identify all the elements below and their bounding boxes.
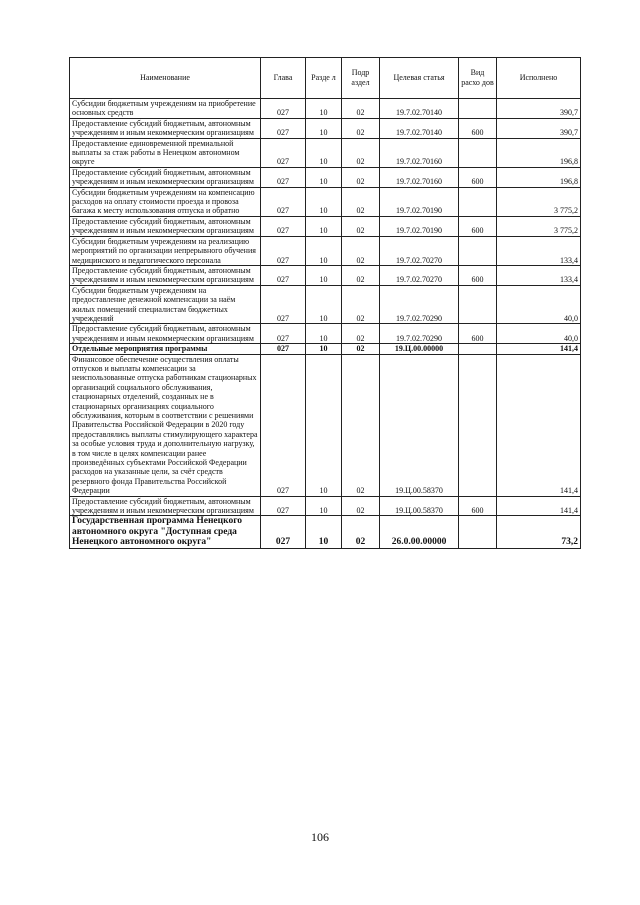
cell-exp-type: 600 xyxy=(459,216,497,236)
header-name: Наименование xyxy=(70,58,261,99)
cell-target: 19.7.02.70140 xyxy=(380,99,459,119)
table-body xyxy=(70,99,581,549)
cell-executed: 390,7 xyxy=(497,118,581,138)
cell-name: Предоставление субсидий бюджетным, автономным учреждениям и иным некоммерческим организациям xyxy=(70,496,261,516)
cell-exp-type xyxy=(459,344,497,354)
cell-chapter: 027 xyxy=(261,344,306,354)
cell-section: 10 xyxy=(306,496,342,516)
cell-executed: 141,4 xyxy=(497,496,581,516)
header-section: Разде л xyxy=(306,58,342,99)
cell-name: Предоставление субсидий бюджетным, автономным учреждениям и иным некоммерческим организациям xyxy=(70,118,261,138)
cell-subsection: 02 xyxy=(342,496,380,516)
cell-subsection: 02 xyxy=(342,324,380,344)
table-row xyxy=(70,285,581,324)
cell-target: 19.Ц.00.00000 xyxy=(380,344,459,354)
cell-target: 26.0.00.00000 xyxy=(380,516,459,549)
cell-exp-type xyxy=(459,187,497,216)
header-executed: Исполнено xyxy=(497,58,581,99)
table-row xyxy=(70,236,581,265)
table-row xyxy=(70,216,581,236)
cell-section: 10 xyxy=(306,265,342,285)
cell-exp-type: 600 xyxy=(459,324,497,344)
cell-executed: 73,2 xyxy=(497,516,581,549)
table-row xyxy=(70,118,581,138)
table-row xyxy=(70,496,581,516)
cell-target: 19.7.02.70160 xyxy=(380,138,459,167)
table-row xyxy=(70,187,581,216)
cell-target: 19.7.02.70290 xyxy=(380,324,459,344)
header-target: Целевая статья xyxy=(380,58,459,99)
cell-name: Предоставление субсидий бюджетным, автономным учреждениям и иным некоммерческим организациям xyxy=(70,324,261,344)
cell-name: Предоставление субсидий бюджетным, автономным учреждениям и иным некоммерческим организациям xyxy=(70,167,261,187)
cell-target: 19.7.02.70140 xyxy=(380,118,459,138)
cell-chapter: 027 xyxy=(261,216,306,236)
cell-name: Субсидии бюджетным учреждениям на реализацию мероприятий по организации непрерывного обучения медицинского и педагогического персонала xyxy=(70,236,261,265)
header-chapter: Глава xyxy=(261,58,306,99)
cell-chapter: 027 xyxy=(261,516,306,549)
cell-target: 19.7.02.70160 xyxy=(380,167,459,187)
cell-exp-type xyxy=(459,138,497,167)
cell-name: Субсидии бюджетным учреждениям на предоставление денежной компенсации за наём жилых помещений специалистам бюджетных учреждений xyxy=(70,285,261,324)
cell-section: 10 xyxy=(306,285,342,324)
cell-section: 10 xyxy=(306,167,342,187)
cell-executed: 141,4 xyxy=(497,354,581,496)
cell-chapter: 027 xyxy=(261,236,306,265)
table-row xyxy=(70,344,581,354)
cell-subsection: 02 xyxy=(342,187,380,216)
cell-exp-type xyxy=(459,236,497,265)
cell-chapter: 027 xyxy=(261,354,306,496)
table-row xyxy=(70,265,581,285)
cell-target: 19.7.02.70190 xyxy=(380,187,459,216)
table-row xyxy=(70,167,581,187)
cell-subsection: 02 xyxy=(342,167,380,187)
cell-exp-type: 600 xyxy=(459,496,497,516)
cell-subsection: 02 xyxy=(342,216,380,236)
cell-executed: 141,4 xyxy=(497,344,581,354)
cell-executed: 390,7 xyxy=(497,99,581,119)
cell-section: 10 xyxy=(306,118,342,138)
cell-name: Субсидии бюджетным учреждениям на приобретение основных средств xyxy=(70,99,261,119)
cell-chapter: 027 xyxy=(261,265,306,285)
cell-target: 19.7.02.70270 xyxy=(380,236,459,265)
cell-subsection: 02 xyxy=(342,118,380,138)
header-subsection: Подр аздел xyxy=(342,58,380,99)
table-row xyxy=(70,138,581,167)
cell-chapter: 027 xyxy=(261,324,306,344)
cell-exp-type: 600 xyxy=(459,265,497,285)
cell-target: 19.Ц.00.58370 xyxy=(380,496,459,516)
cell-exp-type: 600 xyxy=(459,167,497,187)
cell-executed: 40,0 xyxy=(497,285,581,324)
cell-exp-type xyxy=(459,99,497,119)
cell-chapter: 027 xyxy=(261,138,306,167)
cell-name: Предоставление единовременной премиальной выплаты за стаж работы в Ненецком автономном округе xyxy=(70,138,261,167)
cell-chapter: 027 xyxy=(261,496,306,516)
cell-exp-type xyxy=(459,354,497,496)
cell-section: 10 xyxy=(306,516,342,549)
budget-table xyxy=(69,57,581,549)
cell-chapter: 027 xyxy=(261,118,306,138)
cell-executed: 133,4 xyxy=(497,265,581,285)
cell-target: 19.7.02.70290 xyxy=(380,285,459,324)
cell-name: Финансовое обеспечение осуществления оплаты отпусков и выплаты компенсации за неиспользованные отпуска работникам стационарных организаций социального обслуживания, стационарных отделений, созданных не в стационарных организациях социального обслуживания, которым в соответствии с решениями Правительства Российской Федерации в 2020 году предоставлялись выплаты стимулирующего характера за особые условия труда и дополнительную нагрузку, в том числе в целях компенсации ранее произведённых субъектами Российской Федерации расходов на указанные цели, за счёт средств резервного фонда Правительства Российской Федерации xyxy=(70,354,261,496)
cell-chapter: 027 xyxy=(261,187,306,216)
cell-subsection: 02 xyxy=(342,99,380,119)
cell-subsection: 02 xyxy=(342,236,380,265)
cell-executed: 3 775,2 xyxy=(497,187,581,216)
cell-section: 10 xyxy=(306,138,342,167)
cell-executed: 133,4 xyxy=(497,236,581,265)
table-row xyxy=(70,324,581,344)
table-row xyxy=(70,354,581,496)
cell-chapter: 027 xyxy=(261,285,306,324)
cell-subsection: 02 xyxy=(342,344,380,354)
cell-chapter: 027 xyxy=(261,99,306,119)
cell-section: 10 xyxy=(306,354,342,496)
cell-subsection: 02 xyxy=(342,516,380,549)
page-number: 106 xyxy=(311,830,329,844)
table-row xyxy=(70,99,581,119)
cell-executed: 196,8 xyxy=(497,138,581,167)
table-row xyxy=(70,516,581,549)
cell-executed: 196,8 xyxy=(497,167,581,187)
cell-name: Предоставление субсидий бюджетным, автономным учреждениям и иным некоммерческим организациям xyxy=(70,216,261,236)
header-exp-type: Вид расхо дов xyxy=(459,58,497,99)
cell-target: 19.7.02.70190 xyxy=(380,216,459,236)
cell-section: 10 xyxy=(306,344,342,354)
cell-section: 10 xyxy=(306,324,342,344)
cell-executed: 40,0 xyxy=(497,324,581,344)
cell-executed: 3 775,2 xyxy=(497,216,581,236)
cell-exp-type xyxy=(459,516,497,549)
cell-subsection: 02 xyxy=(342,354,380,496)
cell-name: Отдельные мероприятия программы xyxy=(70,344,261,354)
cell-exp-type: 600 xyxy=(459,118,497,138)
cell-target: 19.Ц.00.58370 xyxy=(380,354,459,496)
cell-exp-type xyxy=(459,285,497,324)
table-header xyxy=(70,58,581,99)
cell-subsection: 02 xyxy=(342,265,380,285)
cell-name: Субсидии бюджетным учреждениям на компенсацию расходов на оплату стоимости проезда и провоза багажа к месту использования отпуска и обратно xyxy=(70,187,261,216)
cell-section: 10 xyxy=(306,187,342,216)
cell-subsection: 02 xyxy=(342,285,380,324)
cell-target: 19.7.02.70270 xyxy=(380,265,459,285)
cell-section: 10 xyxy=(306,99,342,119)
cell-name: Государственная программа Ненецкого автономного округа "Доступная среда Ненецкого автономного округа" xyxy=(70,516,261,549)
cell-section: 10 xyxy=(306,236,342,265)
cell-subsection: 02 xyxy=(342,138,380,167)
cell-name: Предоставление субсидий бюджетным, автономным учреждениям и иным некоммерческим организациям xyxy=(70,265,261,285)
cell-section: 10 xyxy=(306,216,342,236)
cell-chapter: 027 xyxy=(261,167,306,187)
